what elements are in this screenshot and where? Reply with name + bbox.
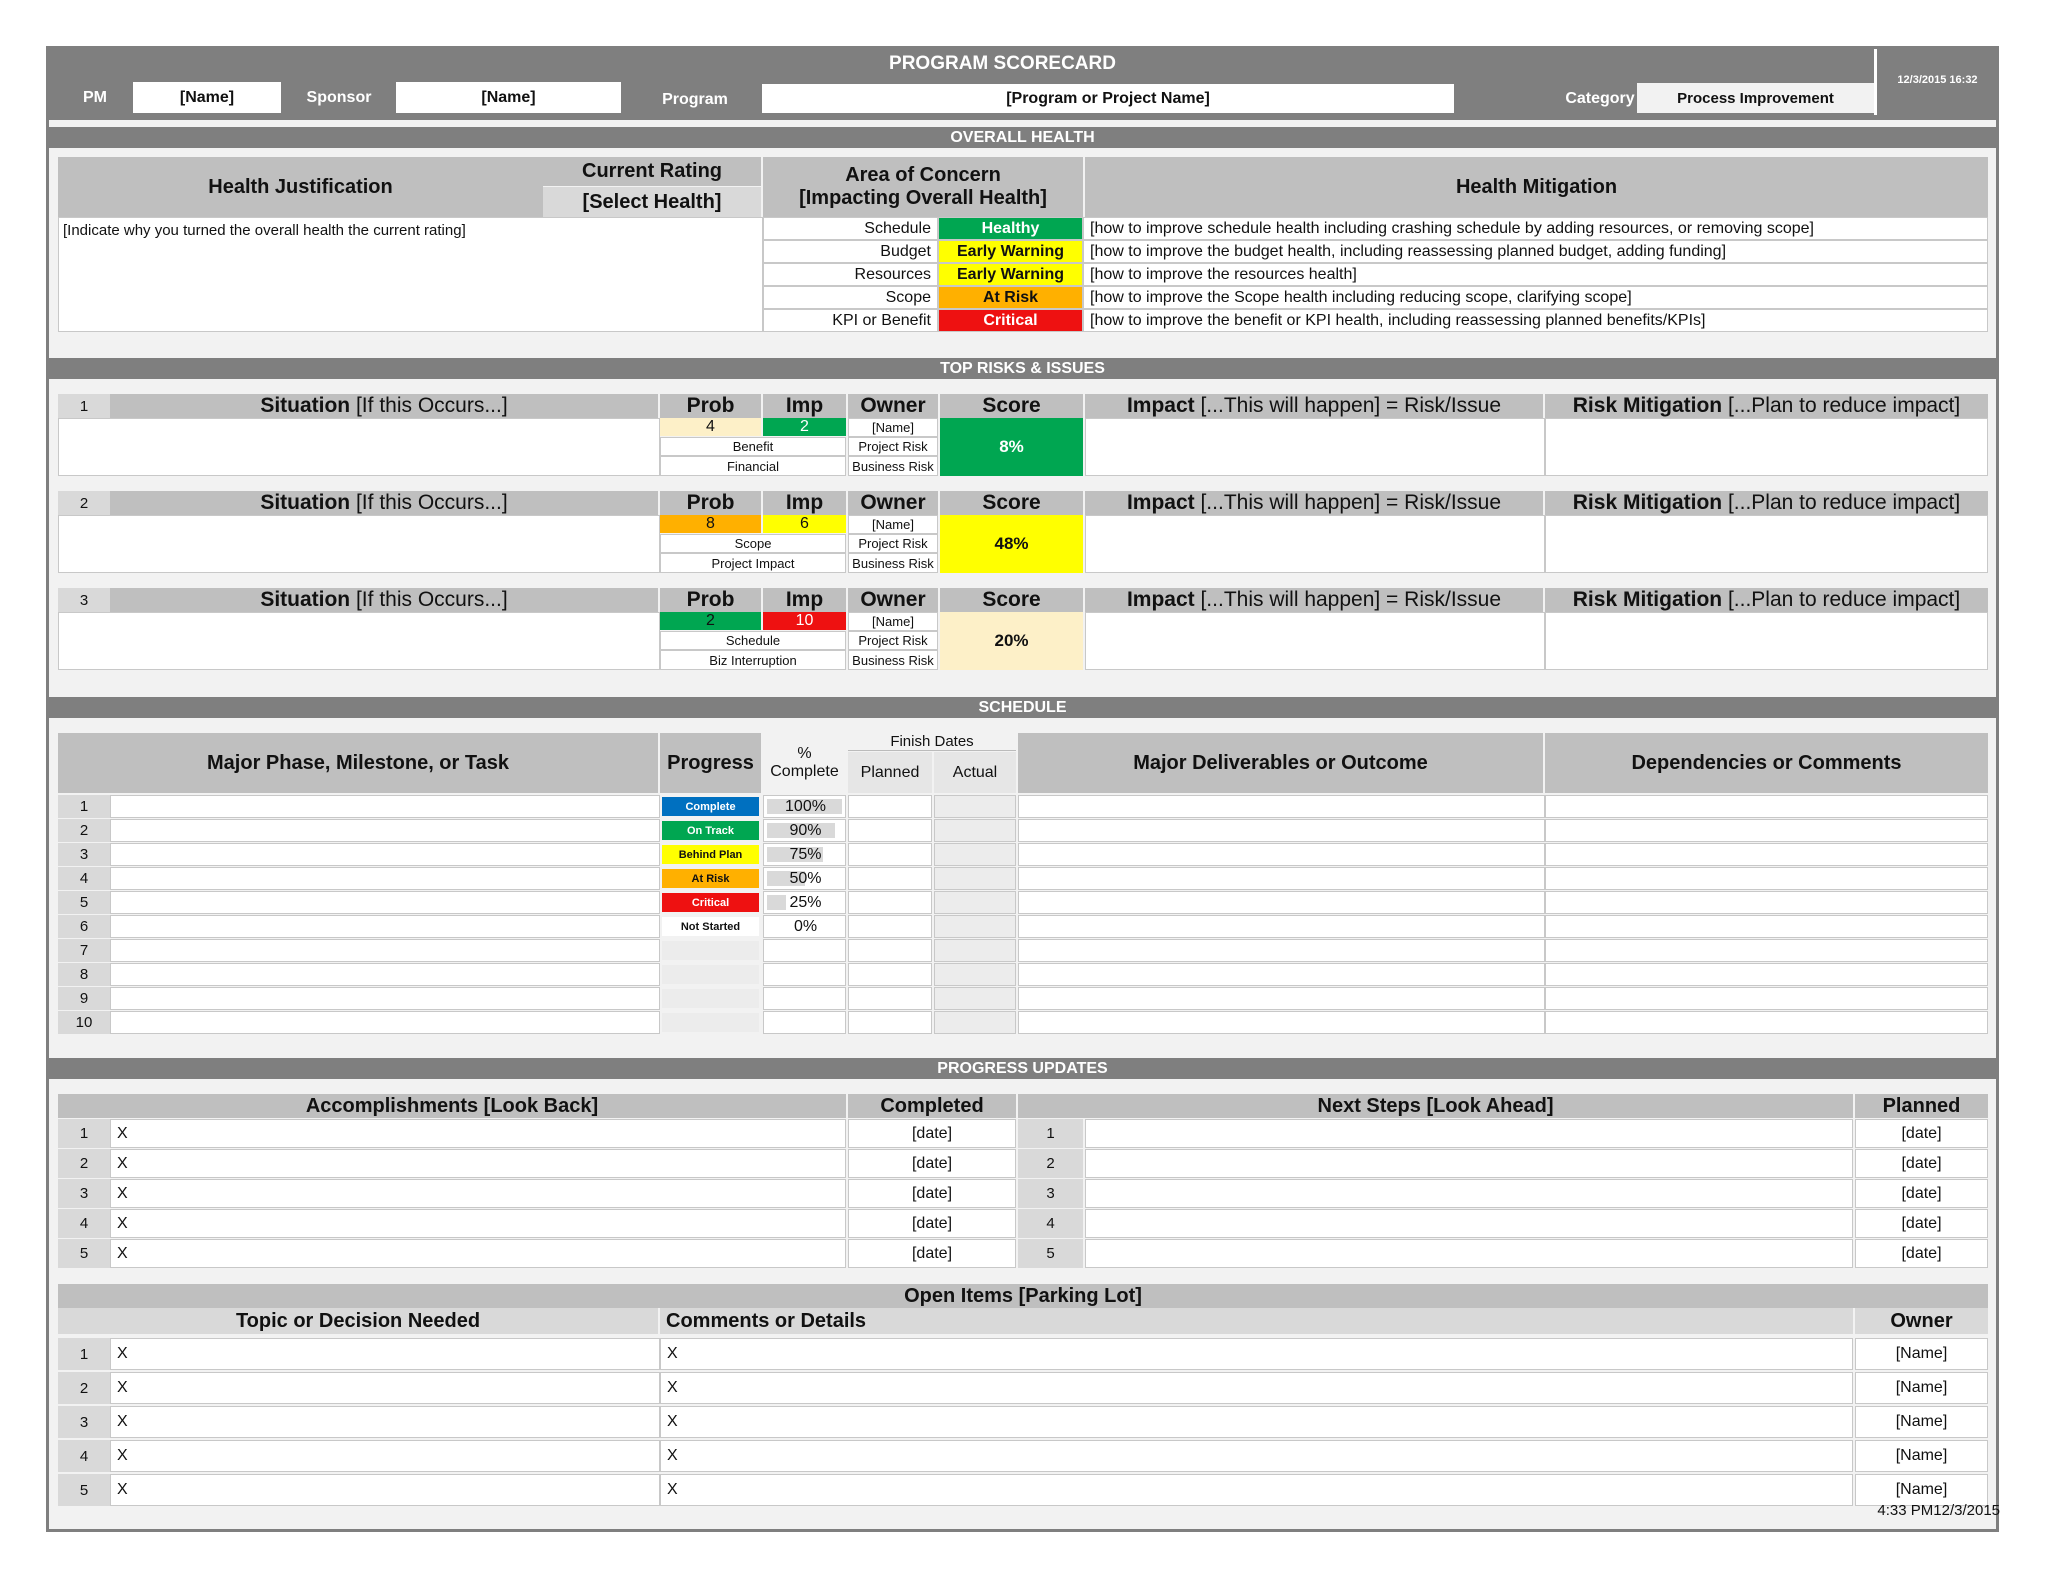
risk-type-2[interactable]: Business Risk [848, 553, 938, 573]
topic-cell[interactable]: X [110, 1338, 660, 1370]
overall-health-band: OVERALL HEALTH [49, 127, 1996, 148]
risk-subcategory[interactable]: Project Impact [660, 553, 846, 573]
topic-cell[interactable]: X [110, 1406, 660, 1438]
pm-field[interactable]: [Name] [133, 82, 281, 113]
comments-cell[interactable]: X [660, 1338, 1853, 1370]
pct-header-line1: % [797, 745, 812, 762]
risk-category[interactable]: Schedule [660, 631, 846, 650]
risk-number: 1 [58, 394, 110, 418]
risk-subcategory[interactable]: Financial [660, 456, 846, 476]
dependencies-header: Dependencies or Comments [1545, 733, 1988, 793]
dependency-cell[interactable] [1545, 915, 1988, 938]
schedule-task-cell[interactable] [110, 939, 660, 962]
health-mitigation-header: Health Mitigation [1085, 157, 1988, 217]
health-status-badge[interactable]: Early Warning [938, 240, 1083, 263]
schedule-row-number: 2 [58, 819, 110, 842]
schedule-task-cell[interactable] [110, 819, 660, 842]
area-header-line2: [Impacting Overall Health] [799, 187, 1047, 209]
progress-status-badge[interactable] [662, 965, 759, 984]
risk-mitigation-header [1545, 588, 1988, 612]
imp-value[interactable]: 6 [763, 515, 846, 533]
health-justification-header: Health Justification [58, 157, 543, 217]
pct-complete-value [764, 964, 847, 985]
health-mitigation-text[interactable]: [how to improve schedule health including crashing schedule by adding resources, or removing scope] [1083, 217, 1988, 240]
risk-type-2[interactable]: Business Risk [848, 650, 938, 670]
next-steps-header: Next Steps [Look Ahead] [1018, 1094, 1853, 1118]
accomplishment-cell[interactable]: X [110, 1149, 846, 1178]
pct-header-line2: Complete [770, 763, 839, 780]
mitigation-label-rest: [...Plan to reduce impact] [1722, 394, 1961, 417]
open-items-title: Open Items [Parking Lot] [58, 1284, 1988, 1308]
health-area-label: Schedule [763, 217, 938, 240]
situation-text[interactable] [58, 418, 660, 476]
accomplishment-number: 3 [58, 1179, 110, 1208]
schedule-task-cell[interactable] [110, 1011, 660, 1034]
prob-value[interactable]: 4 [660, 418, 761, 436]
situation-label-rest: [If this Occurs...] [350, 588, 508, 611]
accomplishment-number: 5 [58, 1239, 110, 1268]
deliverable-cell[interactable] [1018, 939, 1545, 962]
accomplishment-number: 2 [58, 1149, 110, 1178]
impact-label-rest: [...This will happen] = Risk/Issue [1194, 491, 1502, 514]
deliverable-cell[interactable] [1018, 963, 1545, 986]
planned-date-cell[interactable] [848, 939, 932, 962]
completed-date-cell[interactable]: [date] [848, 1119, 1016, 1148]
pct-complete-value [764, 988, 847, 1009]
risk-mitigation-text[interactable] [1545, 515, 1988, 573]
planned-date-cell[interactable] [848, 819, 932, 842]
owner-header: Owner [848, 394, 938, 418]
pct-complete-value: 75% [789, 845, 822, 863]
risk-owner[interactable]: [Name] [848, 612, 938, 631]
accomplishment-number: 1 [58, 1119, 110, 1148]
actual-date-cell[interactable] [934, 819, 1016, 842]
score-header: Score [940, 588, 1083, 612]
open-item-owner[interactable]: [Name] [1855, 1440, 1988, 1472]
pct-complete-cell[interactable] [763, 867, 846, 890]
impact-text[interactable] [1085, 515, 1545, 573]
progress-status-badge[interactable] [662, 1013, 759, 1032]
actual-date-cell[interactable] [934, 891, 1016, 914]
prob-value[interactable]: 8 [660, 515, 761, 533]
next-step-cell[interactable] [1085, 1149, 1853, 1178]
progress-status-badge[interactable]: Critical [662, 893, 759, 912]
schedule-row-number: 10 [58, 1011, 110, 1034]
risk-mitigation-header [1545, 491, 1988, 515]
planned-date-cell[interactable]: [date] [1855, 1209, 1988, 1238]
score-header: Score [940, 491, 1083, 515]
schedule-row-number: 9 [58, 987, 110, 1010]
situation-label-rest: [If this Occurs...] [350, 491, 508, 514]
topic-cell[interactable]: X [110, 1440, 660, 1472]
actual-date-header: Actual [934, 752, 1016, 793]
comments-cell[interactable]: X [660, 1372, 1853, 1404]
pct-complete-value [764, 940, 847, 961]
progress-status-badge[interactable]: Behind Plan [662, 845, 759, 864]
health-status-badge[interactable]: Early Warning [938, 263, 1083, 286]
actual-date-cell[interactable] [934, 867, 1016, 890]
pct-complete-header [763, 733, 846, 793]
risk-number: 3 [58, 588, 110, 612]
actual-date-cell[interactable] [934, 795, 1016, 818]
schedule-task-cell[interactable] [110, 867, 660, 890]
planned-date-cell[interactable] [848, 843, 932, 866]
imp-value[interactable]: 2 [763, 418, 846, 436]
pct-complete-cell[interactable] [763, 891, 846, 914]
risk-type[interactable]: Project Risk [848, 437, 938, 456]
pct-complete-value: 25% [789, 893, 822, 911]
next-step-number: 1 [1018, 1119, 1083, 1148]
impact-header [1085, 588, 1543, 612]
phase-header: Major Phase, Milestone, or Task [58, 733, 658, 793]
progress-header: Progress [660, 733, 761, 793]
deliverable-cell[interactable] [1018, 891, 1545, 914]
actual-date-cell[interactable] [934, 987, 1016, 1010]
pct-complete-cell[interactable] [763, 1011, 846, 1034]
accomplishments-header: Accomplishments [Look Back] [58, 1094, 846, 1118]
impact-label-bold: Impact [1126, 394, 1195, 417]
finish-dates-header: Finish Dates [848, 733, 1016, 751]
top-risks-band: TOP RISKS & ISSUES [49, 358, 1996, 379]
schedule-row-number: 8 [58, 963, 110, 986]
pct-complete-cell[interactable] [763, 963, 846, 986]
planned-date-cell[interactable]: [date] [1855, 1239, 1988, 1268]
actual-date-cell[interactable] [934, 1011, 1016, 1034]
accomplishment-number: 4 [58, 1209, 110, 1238]
pct-complete-value: 100% [785, 797, 826, 815]
current-rating-header: Current Rating [543, 157, 761, 186]
comments-cell[interactable]: X [660, 1406, 1853, 1438]
impact-header [1085, 491, 1543, 515]
mitigation-label-bold: Risk Mitigation [1572, 588, 1723, 611]
actual-date-cell[interactable] [934, 915, 1016, 938]
progress-updates-band: PROGRESS UPDATES [49, 1058, 1996, 1079]
planned-date-cell[interactable] [848, 867, 932, 890]
next-step-number: 5 [1018, 1239, 1083, 1268]
pct-complete-value: 0% [793, 917, 818, 935]
next-step-number: 2 [1018, 1149, 1083, 1178]
planned-date-cell[interactable] [848, 915, 932, 938]
situation-header [110, 588, 658, 612]
risk-mitigation-header [1545, 394, 1988, 418]
health-mitigation-text[interactable]: [how to improve the Scope health including reducing scope, clarifying scope] [1083, 286, 1988, 309]
risk-owner[interactable]: [Name] [848, 515, 938, 534]
category-select[interactable]: Process Improvement [1637, 83, 1874, 113]
mitigation-label-rest: [...Plan to reduce impact] [1722, 588, 1961, 611]
schedule-task-cell[interactable] [110, 963, 660, 986]
health-area-label: Scope [763, 286, 938, 309]
pct-complete-cell[interactable] [763, 939, 846, 962]
imp-header: Imp [763, 588, 846, 612]
prob-header: Prob [660, 394, 761, 418]
program-label: Program [662, 91, 728, 108]
risk-score: 20% [940, 612, 1083, 670]
open-item-owner[interactable]: [Name] [1855, 1406, 1988, 1438]
accomplishment-cell[interactable]: X [110, 1119, 846, 1148]
header-divider [1874, 49, 1877, 115]
owner-header: Owner [1855, 1308, 1988, 1334]
impact-header [1085, 394, 1543, 418]
completed-date-cell[interactable]: [date] [848, 1149, 1016, 1178]
sponsor-label: Sponsor [306, 89, 372, 106]
pct-complete-cell[interactable] [763, 843, 846, 866]
impact-label-bold: Impact [1126, 588, 1195, 611]
risk-type[interactable]: Project Risk [848, 631, 938, 650]
schedule-row-number: 4 [58, 867, 110, 890]
mitigation-label-bold: Risk Mitigation [1572, 394, 1723, 417]
schedule-row-number: 3 [58, 843, 110, 866]
dependency-cell[interactable] [1545, 1011, 1988, 1034]
accomplishment-cell[interactable]: X [110, 1179, 846, 1208]
deliverable-cell[interactable] [1018, 915, 1545, 938]
schedule-task-cell[interactable] [110, 987, 660, 1010]
pct-complete-cell[interactable] [763, 819, 846, 842]
planned-date-header: Planned [848, 752, 932, 793]
next-step-cell[interactable] [1085, 1179, 1853, 1208]
owner-header: Owner [848, 588, 938, 612]
current-rating-select[interactable]: [Select Health] [543, 187, 761, 217]
deliverable-cell[interactable] [1018, 987, 1545, 1010]
risk-mitigation-text[interactable] [1545, 612, 1988, 670]
planned-date-cell[interactable] [848, 987, 932, 1010]
pct-complete-cell[interactable] [763, 987, 846, 1010]
health-area-label: Budget [763, 240, 938, 263]
impact-label-rest: [...This will happen] = Risk/Issue [1194, 394, 1502, 417]
health-status-badge[interactable]: Healthy [938, 217, 1083, 240]
schedule-task-cell[interactable] [110, 915, 660, 938]
deliverables-header: Major Deliverables or Outcome [1018, 733, 1543, 793]
progress-status-badge[interactable]: On Track [662, 821, 759, 840]
progress-status-badge[interactable]: Not Started [662, 917, 759, 936]
prob-header: Prob [660, 588, 761, 612]
area-header-line1: Area of Concern [845, 164, 1001, 186]
open-item-number: 2 [58, 1372, 110, 1404]
actual-date-cell[interactable] [934, 843, 1016, 866]
next-step-number: 3 [1018, 1179, 1083, 1208]
deliverable-cell[interactable] [1018, 819, 1545, 842]
planned-date-cell[interactable]: [date] [1855, 1119, 1988, 1148]
planned-date-cell[interactable]: [date] [1855, 1179, 1988, 1208]
score-header: Score [940, 394, 1083, 418]
next-step-cell[interactable] [1085, 1239, 1853, 1268]
open-item-number: 4 [58, 1440, 110, 1472]
pct-complete-value [764, 1012, 847, 1033]
mitigation-label-rest: [...Plan to reduce impact] [1722, 491, 1961, 514]
deliverable-cell[interactable] [1018, 1011, 1545, 1034]
situation-header [110, 491, 658, 515]
imp-header: Imp [763, 491, 846, 515]
risk-owner[interactable]: [Name] [848, 418, 938, 437]
risk-subcategory[interactable]: Biz Interruption [660, 650, 846, 670]
progress-status-badge[interactable]: At Risk [662, 869, 759, 888]
pm-label: PM [83, 89, 107, 106]
dependency-cell[interactable] [1545, 891, 1988, 914]
impact-label-rest: [...This will happen] = Risk/Issue [1194, 588, 1502, 611]
pct-complete-cell[interactable] [763, 915, 846, 938]
schedule-row-number: 7 [58, 939, 110, 962]
impact-text[interactable] [1085, 418, 1545, 476]
situation-label-rest: [If this Occurs...] [350, 394, 508, 417]
planned-date-cell[interactable] [848, 963, 932, 986]
planned-date-cell[interactable] [848, 891, 932, 914]
open-item-number: 5 [58, 1474, 110, 1506]
dependency-cell[interactable] [1545, 843, 1988, 866]
progress-status-badge[interactable] [662, 941, 759, 960]
header-timestamp: 12/3/2015 16:32 [1897, 74, 1978, 86]
prob-value[interactable]: 2 [660, 612, 761, 630]
planned-header: Planned [1855, 1094, 1988, 1118]
imp-value[interactable]: 10 [763, 612, 846, 630]
schedule-task-cell[interactable] [110, 843, 660, 866]
health-status-badge[interactable]: Critical [938, 309, 1083, 332]
impact-label-bold: Impact [1126, 491, 1195, 514]
program-field[interactable]: [Program or Project Name] [762, 84, 1454, 113]
footer-timestamp: 4:33 PM12/3/2015 [1877, 1501, 2000, 1519]
schedule-band: SCHEDULE [49, 697, 1996, 718]
situation-label-bold: Situation [260, 491, 351, 514]
risk-number: 2 [58, 491, 110, 515]
health-area-label: KPI or Benefit [763, 309, 938, 332]
pct-complete-cell[interactable] [763, 795, 846, 818]
pct-complete-value: 50% [789, 869, 822, 887]
dependency-cell[interactable] [1545, 795, 1988, 818]
dependency-cell[interactable] [1545, 963, 1988, 986]
situation-text[interactable] [58, 612, 660, 670]
imp-header: Imp [763, 394, 846, 418]
sponsor-field[interactable]: [Name] [396, 82, 621, 113]
actual-date-cell[interactable] [934, 939, 1016, 962]
open-item-number: 3 [58, 1406, 110, 1438]
dependency-cell[interactable] [1545, 819, 1988, 842]
actual-date-cell[interactable] [934, 963, 1016, 986]
next-step-cell[interactable] [1085, 1119, 1853, 1148]
planned-date-cell[interactable] [848, 795, 932, 818]
impact-text[interactable] [1085, 612, 1545, 670]
dependency-cell[interactable] [1545, 987, 1988, 1010]
comments-cell[interactable]: X [660, 1440, 1853, 1472]
pct-complete-value: 90% [789, 821, 822, 839]
situation-label-bold: Situation [260, 394, 351, 417]
completed-header: Completed [848, 1094, 1016, 1118]
planned-date-cell[interactable]: [date] [1855, 1149, 1988, 1178]
schedule-row-number: 6 [58, 915, 110, 938]
health-mitigation-text[interactable]: [how to improve the benefit or KPI health, including reassessing planned benefits/KPIs] [1083, 309, 1988, 332]
planned-date-cell[interactable] [848, 1011, 932, 1034]
next-step-cell[interactable] [1085, 1209, 1853, 1238]
topic-header: Topic or Decision Needed [58, 1308, 658, 1334]
risk-score: 8% [940, 418, 1083, 476]
topic-cell[interactable]: X [110, 1474, 660, 1506]
health-status-badge[interactable]: At Risk [938, 286, 1083, 309]
health-mitigation-text[interactable]: [how to improve the resources health] [1083, 263, 1988, 286]
next-step-number: 4 [1018, 1209, 1083, 1238]
open-item-owner[interactable]: [Name] [1855, 1338, 1988, 1370]
schedule-task-cell[interactable] [110, 891, 660, 914]
progress-status-badge[interactable]: Complete [662, 797, 759, 816]
risk-type[interactable]: Project Risk [848, 534, 938, 553]
risk-category[interactable]: Benefit [660, 437, 846, 456]
risk-category[interactable]: Scope [660, 534, 846, 553]
risk-type-2[interactable]: Business Risk [848, 456, 938, 476]
comments-header: Comments or Details [660, 1308, 1853, 1334]
comments-cell[interactable]: X [660, 1474, 1853, 1506]
open-item-owner[interactable]: [Name] [1855, 1372, 1988, 1404]
dependency-cell[interactable] [1545, 939, 1988, 962]
health-mitigation-text[interactable]: [how to improve the budget health, including reassessing planned budget, adding funding] [1083, 240, 1988, 263]
mitigation-label-bold: Risk Mitigation [1572, 491, 1723, 514]
open-item-number: 1 [58, 1338, 110, 1370]
open-item-owner[interactable]: [Name] [1855, 1474, 1988, 1506]
health-justification-text[interactable]: [Indicate why you turned the overall health the current rating] [58, 217, 763, 332]
deliverable-cell[interactable] [1018, 843, 1545, 866]
accomplishment-cell[interactable]: X [110, 1209, 846, 1238]
schedule-task-cell[interactable] [110, 795, 660, 818]
schedule-row-number: 5 [58, 891, 110, 914]
situation-label-bold: Situation [260, 588, 351, 611]
risk-mitigation-text[interactable] [1545, 418, 1988, 476]
completed-date-cell[interactable]: [date] [848, 1179, 1016, 1208]
category-label: Category [1565, 90, 1635, 107]
deliverable-cell[interactable] [1018, 867, 1545, 890]
dependency-cell[interactable] [1545, 867, 1988, 890]
accomplishment-cell[interactable]: X [110, 1239, 846, 1268]
topic-cell[interactable]: X [110, 1372, 660, 1404]
schedule-row-number: 1 [58, 795, 110, 818]
area-of-concern-header [763, 157, 1083, 217]
prob-header: Prob [660, 491, 761, 515]
progress-status-badge[interactable] [662, 989, 759, 1008]
owner-header: Owner [848, 491, 938, 515]
completed-date-cell[interactable]: [date] [848, 1239, 1016, 1268]
page-title: PROGRAM SCORECARD [889, 53, 1116, 74]
completed-date-cell[interactable]: [date] [848, 1209, 1016, 1238]
health-area-label: Resources [763, 263, 938, 286]
risk-score: 48% [940, 515, 1083, 573]
deliverable-cell[interactable] [1018, 795, 1545, 818]
situation-text[interactable] [58, 515, 660, 573]
situation-header [110, 394, 658, 418]
